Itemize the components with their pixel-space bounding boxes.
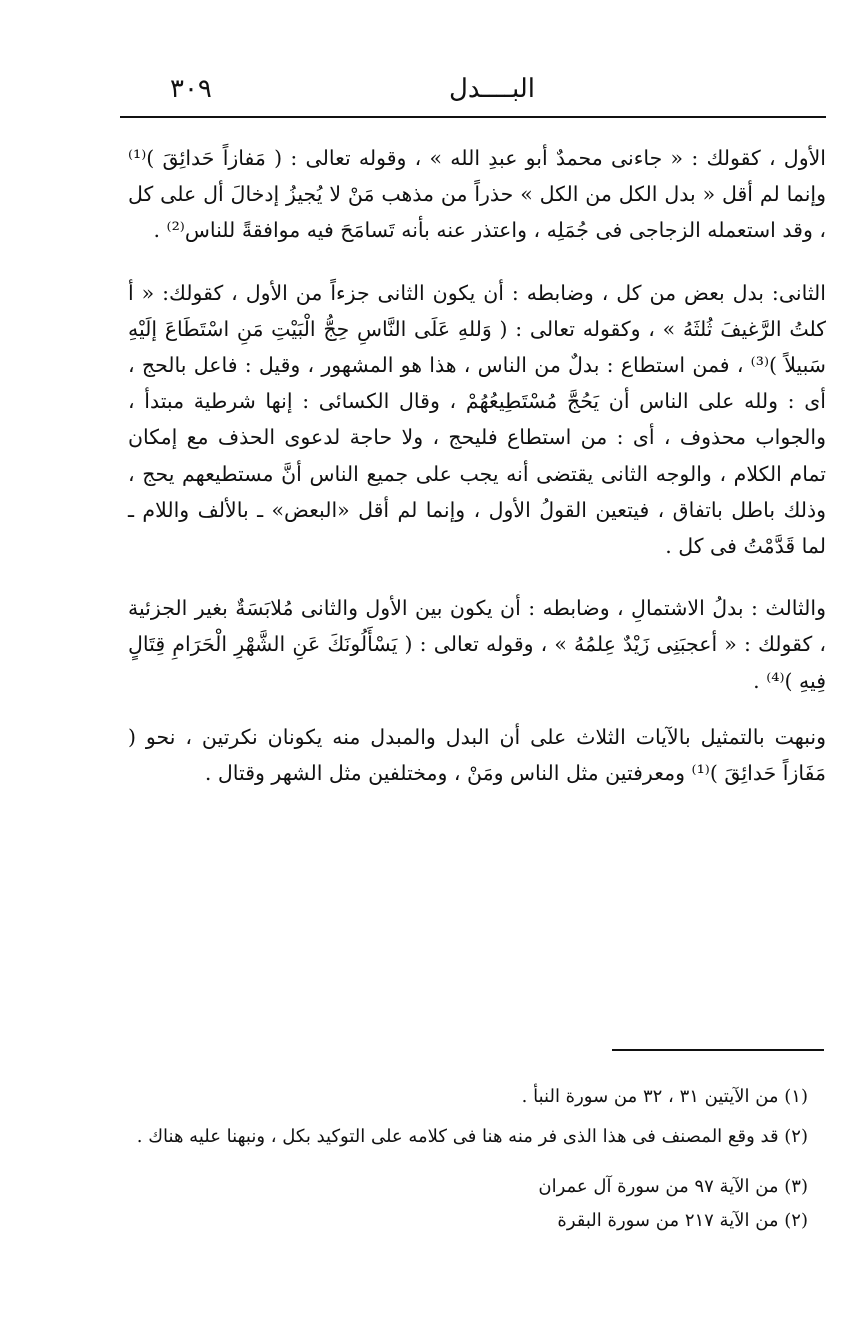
header-rule: [120, 116, 826, 118]
paragraph-third-type: والثالث : بدلُ الاشتمالِ ، وضابطه : أن يكون بين الأول والثانى مُلابَسَةٌ بغير الجزئية ، كقولك : « أعجبَنِى زَيْدٌ عِلمُهُ » ، وقوله تعالى : ( يَسْأَلُونَكَ عَنِ الشَّهْرِ الْحَرَامِ قِتَالٍ فِيهِ )⁽⁴⁾ .: [128, 596, 826, 693]
page-header: [120, 74, 825, 110]
paragraph-note: ونبهت بالتمثيل بالآيات الثلاث على أن البدل والمبدل منه يكونان نكرتين ، نحو ( مَفَازاً حَدائِقَ )⁽¹⁾ ومعرفتين مثل الناس ومَنْ ، ومختلفين مثل الشهر وقتال .: [128, 724, 826, 786]
paragraph-first-type: الأول ، كقولك : « جاءنى محمدٌ أبو عبدِ الله » ، وقوله تعالى : ( مَفازاً حَدائِقَ )⁽¹⁾ وإنما لم أقل « بدل الكل من الكل » حذراً من مذهب مَنْ لا يُجيزُ إدخالَ أل على كل ، وقد استعمله الزجاجى فى جُمَلِه ، واعتذر عنه بأنه تَسامَحَ فيه موافقةً للناس⁽²⁾ .: [128, 146, 826, 243]
page-number: ٣٠٩: [170, 74, 212, 104]
paragraph-second-type: الثانى: بدل بعض من كل ، وضابطه : أن يكون الثانى جزءاً من الأول ، كقولك: « أ كلتُ الرَّغيفَ ثُلثَهُ » ، وكقوله تعالى : ( وَللهِ عَلَى النَّاسِ حِجُّ الْبَيْتِ مَنِ اسْتَطَاعَ إلَيْهِ سَبيلاً )⁽³⁾ ، فمن استطاع : بدلٌ من الناس ، هذا هو المشهور ، وقيل : فاعل بالحج ، أى : ولله على الناس أن يَحُجَّ مُسْتَطِيعُهُمْ ، وقال الكسائى : إنها شرطية مبتدأ ، والجواب محذوف ، أى : من استطاع فليحج ، ولا حاجة لدعوى الحذف مع إمكان تمام الكلام ، والوجه الثانى يقتضى أنه يجب على جميع الناس أنَّ مستطيعهم يحج ، وذلك باطل باتفاق ، فيتعين القولُ الأول ، وإنما لم أقل «البعض» ـ بالألف واللام ـ لما قَدَّمْتُ فى كل .: [128, 280, 826, 559]
footnote-rule: [612, 1049, 824, 1051]
chapter-title: البــــدل: [449, 74, 535, 104]
footnote-1: (١) من الآيتين ٣١ ، ٣٢ من سورة النبأ .: [521, 1086, 808, 1107]
footnote-2: (٢) قد وقع المصنف فى هذا الذى فر منه هنا فى كلامه على التوكيد بكل ، ونبهنا عليه هناك .: [136, 1126, 808, 1147]
footnote-4: (٢) من الآية ٢١٧ من سورة البقرة: [557, 1210, 808, 1231]
main-text: [128, 140, 826, 791]
footnote-3: (٣) من الآية ٩٧ من سورة آل عمران: [538, 1176, 808, 1197]
footnotes: [128, 1080, 808, 1238]
